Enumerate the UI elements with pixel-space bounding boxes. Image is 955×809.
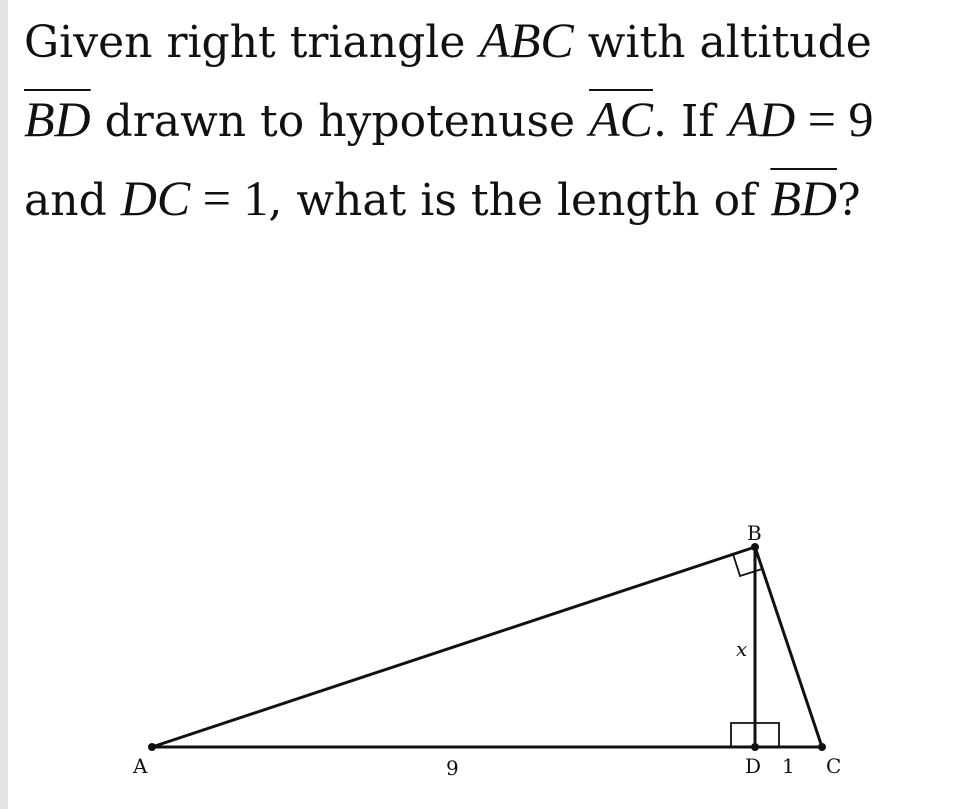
segment-ac: $\overline{AC}$ <box>589 91 653 147</box>
question-text-part: Given right triangle <box>24 17 480 68</box>
equals-sign: = <box>190 170 244 226</box>
label-b: B <box>747 521 762 545</box>
segment-bd: $\overline{BD}$ <box>770 170 838 226</box>
side-ab <box>152 547 755 747</box>
point-d <box>751 743 759 751</box>
question-text-part: ? <box>837 175 861 226</box>
label-dc-length: 1 <box>782 754 795 778</box>
side-bc <box>755 547 822 747</box>
value-ad: 9 <box>848 91 874 147</box>
question-text-part: drawn to hypotenuse <box>90 96 590 147</box>
label-bd-length: x <box>736 637 748 661</box>
label-d: D <box>745 754 762 778</box>
segment-dc: DC <box>120 170 191 226</box>
triangle-abc: ABC <box>479 12 574 68</box>
question-text-part: with altitude <box>573 17 872 68</box>
point-c <box>818 743 826 751</box>
question-text-part: and <box>24 175 121 226</box>
question-text-part: , what is the length of <box>268 175 771 226</box>
label-c: C <box>826 754 842 778</box>
label-ad-length: 9 <box>446 756 459 780</box>
label-a: A <box>133 754 148 778</box>
question-text-part: . If <box>652 96 729 147</box>
segment-ad: AD <box>728 91 796 147</box>
equals-sign: = <box>795 91 849 147</box>
segment-bd: $\overline{BD}$ <box>24 91 91 147</box>
value-dc: 1 <box>243 170 269 226</box>
point-a <box>148 743 156 751</box>
